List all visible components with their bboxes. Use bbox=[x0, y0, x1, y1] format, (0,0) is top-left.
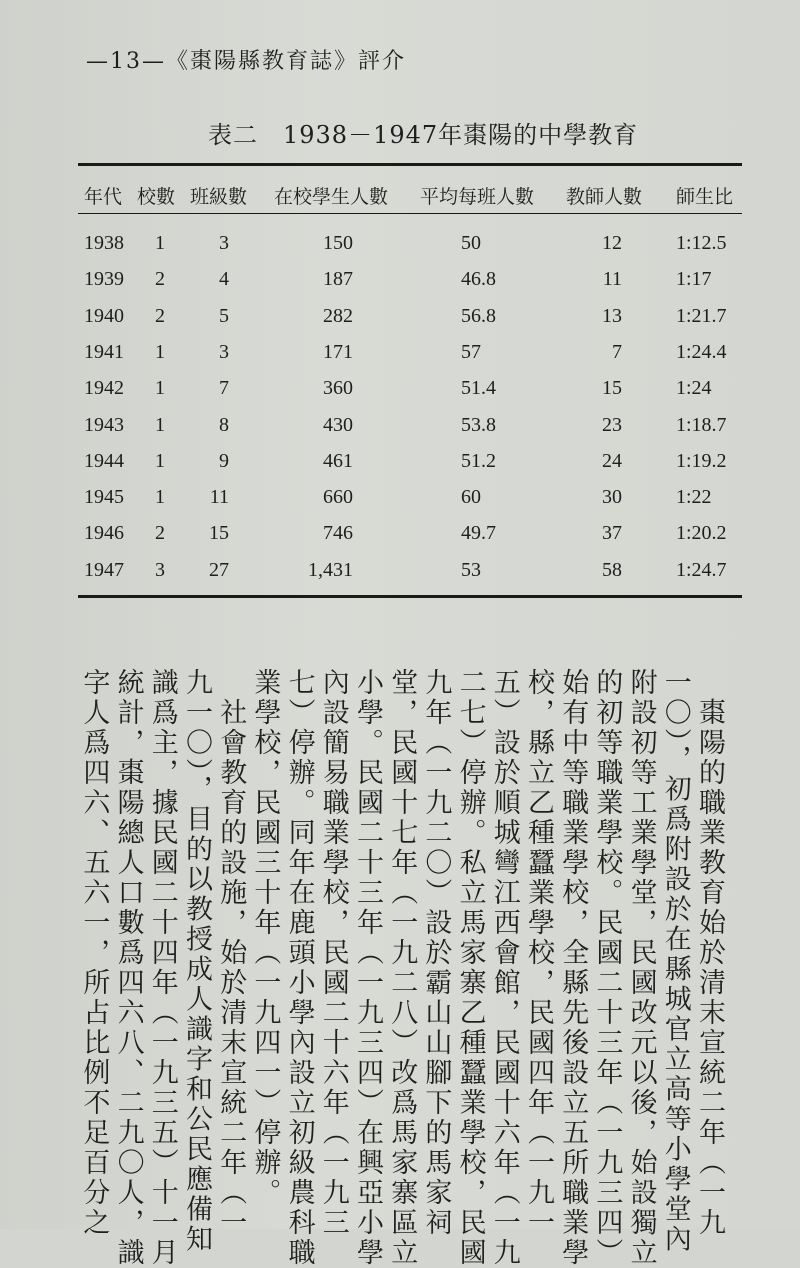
table-cell: 53.8 bbox=[461, 413, 496, 436]
table-cell: 461 bbox=[323, 449, 353, 472]
text-column: 識爲主，據民國二十四年（一九三五）十一月 bbox=[146, 668, 178, 1268]
column-header: 在校學生人數 bbox=[274, 186, 389, 208]
table-cell: 60 bbox=[461, 486, 481, 509]
text-column: 棗陽的職業教育始於清末宣統二年（一九 bbox=[694, 668, 725, 1238]
table-cell: 37 bbox=[602, 522, 622, 545]
running-header: —13—《棗陽縣教育誌》評介 bbox=[86, 49, 406, 74]
text-column: 業學校，民國三十年（一九四一）停辦。 bbox=[249, 668, 281, 1208]
table-cell: 1944 bbox=[84, 449, 124, 472]
table-cell: 1:18.7 bbox=[676, 413, 727, 436]
table-cell: 3 bbox=[155, 558, 165, 581]
table-cell: 8 bbox=[219, 413, 229, 436]
table-cell: 1946 bbox=[84, 522, 124, 545]
table-cell: 7 bbox=[612, 340, 622, 363]
column-header: 平均每班人數 bbox=[420, 186, 535, 208]
table-bottom-rule bbox=[78, 595, 742, 598]
table-cell: 1:22 bbox=[676, 486, 712, 509]
table-cell: 282 bbox=[323, 304, 353, 327]
table-cell: 1 bbox=[155, 232, 165, 254]
table-cell: 5 bbox=[219, 304, 229, 327]
table-cell: 9 bbox=[219, 449, 229, 472]
text-column: 五）設於順城彎江西會館，民國十六年（一九 bbox=[488, 668, 520, 1268]
text-column: 字人爲四六、五六一，所占比例不足百分之 bbox=[78, 668, 110, 1238]
table-cell: 1:20.2 bbox=[676, 522, 727, 545]
table-cell: 1 bbox=[155, 413, 165, 436]
table-cell: 1945 bbox=[84, 486, 124, 509]
table-cell: 1943 bbox=[84, 413, 124, 436]
table-cell: 13 bbox=[602, 304, 622, 327]
table-cell: 56.8 bbox=[461, 304, 496, 327]
table-cell: 58 bbox=[602, 558, 622, 581]
table-cell: 1947 bbox=[84, 558, 124, 581]
table-cell: 1942 bbox=[84, 377, 124, 400]
table-cell: 3 bbox=[219, 232, 229, 254]
table-cell: 1941 bbox=[84, 340, 124, 363]
table-cell: 1 bbox=[155, 449, 165, 472]
table-cell: 1:17 bbox=[676, 268, 712, 291]
table-cell: 51.2 bbox=[461, 449, 496, 472]
table-cell: 1 bbox=[155, 377, 165, 400]
table-cell: 15 bbox=[209, 522, 229, 545]
table-cell: 360 bbox=[323, 377, 353, 400]
column-header: 年代 bbox=[84, 186, 123, 208]
table-cell: 51.4 bbox=[461, 377, 496, 400]
column-header: 教師人數 bbox=[566, 186, 643, 208]
text-column: 堂，民國十七年（一九二八）改爲馬家寨區立 bbox=[386, 668, 418, 1268]
table-cell: 2 bbox=[155, 268, 165, 291]
table-cell: 1:24.7 bbox=[676, 558, 727, 581]
column-header: 校數 bbox=[137, 186, 176, 208]
table-cell: 1938 bbox=[84, 232, 124, 254]
table-cell: 30 bbox=[602, 486, 622, 509]
table-cell: 7 bbox=[219, 377, 229, 400]
table-cell: 187 bbox=[323, 268, 353, 291]
table-cell: 4 bbox=[219, 268, 229, 291]
text-column: 二七）停辦。私立馬家寨乙種蠶業學校，民國 bbox=[454, 668, 486, 1268]
table-cell: 1939 bbox=[84, 268, 124, 291]
table-cell: 1:21.7 bbox=[676, 304, 727, 327]
table-cell: 2 bbox=[155, 522, 165, 545]
text-column: 九年（一九二〇）設於霸山山腳下的馬家祠 bbox=[420, 668, 452, 1238]
table-cell: 11 bbox=[602, 268, 622, 291]
table-cell: 11 bbox=[209, 486, 229, 509]
text-column: 統計，棗陽總人口數爲四六八、二九〇人，識 bbox=[112, 668, 144, 1268]
table-cell: 23 bbox=[602, 413, 622, 436]
table-cell: 1 bbox=[155, 340, 165, 363]
table-cell: 15 bbox=[602, 377, 622, 400]
table-title: 表二 1938－1947年棗陽的中學教育 bbox=[208, 121, 639, 149]
text-column: 小學。民國二十三年（一九三四）在興亞小學 bbox=[352, 668, 383, 1268]
table-cell: 2 bbox=[155, 304, 165, 327]
table-cell: 3 bbox=[219, 340, 229, 363]
table-cell: 57 bbox=[461, 340, 481, 363]
table-cell: 1:24 bbox=[676, 377, 712, 400]
text-column: 內設簡易職業學校，民國二十六年（一九三 bbox=[317, 668, 349, 1238]
table-cell: 1:19.2 bbox=[676, 449, 727, 472]
table-top-rule bbox=[78, 163, 742, 166]
table-cell: 1,431 bbox=[308, 558, 353, 581]
table-cell: 12 bbox=[602, 232, 622, 254]
table-cell: 1:24.4 bbox=[676, 340, 727, 363]
table-cell: 1940 bbox=[84, 304, 124, 327]
table-cell: 49.7 bbox=[461, 522, 496, 545]
column-header: 師生比 bbox=[676, 186, 734, 208]
table-cell: 430 bbox=[323, 413, 353, 436]
text-column: 七）停辦。同年在鹿頭小學內設立初級農科職 bbox=[283, 668, 315, 1268]
column-header: 班級數 bbox=[190, 186, 248, 208]
table-cell: 24 bbox=[602, 449, 622, 472]
table-header-rule bbox=[78, 213, 742, 214]
table-cell: 50 bbox=[461, 232, 481, 254]
table-cell: 660 bbox=[323, 486, 353, 509]
table-cell: 746 bbox=[323, 522, 353, 545]
table-cell: 53 bbox=[461, 558, 481, 581]
table-cell: 150 bbox=[323, 232, 353, 254]
table-cell: 27 bbox=[209, 558, 229, 581]
text-column: 的初等職業學校。民國二十三年（一九三四） bbox=[591, 668, 623, 1268]
table-cell: 1 bbox=[155, 486, 165, 509]
table-cell: 1:12.5 bbox=[676, 232, 727, 254]
text-column: 附設初等工業學堂，民國改元以後，始設獨立 bbox=[625, 668, 657, 1268]
table-cell: 171 bbox=[323, 340, 353, 363]
table-cell: 46.8 bbox=[461, 268, 496, 291]
text-column: 校，縣立乙種蠶業學校，民國四年（一九一 bbox=[523, 668, 554, 1238]
text-column: 九一〇），目的以教授成人識字和公民應備知 bbox=[181, 668, 212, 1255]
text-column: 社會教育的設施，始於清末宣統二年（一 bbox=[215, 668, 247, 1238]
text-column: 始有中等職業學校，全縣先後設立五所職業學 bbox=[557, 668, 589, 1268]
text-column: 一〇），初爲附設於在縣城官立高等小學堂內 bbox=[659, 668, 691, 1255]
